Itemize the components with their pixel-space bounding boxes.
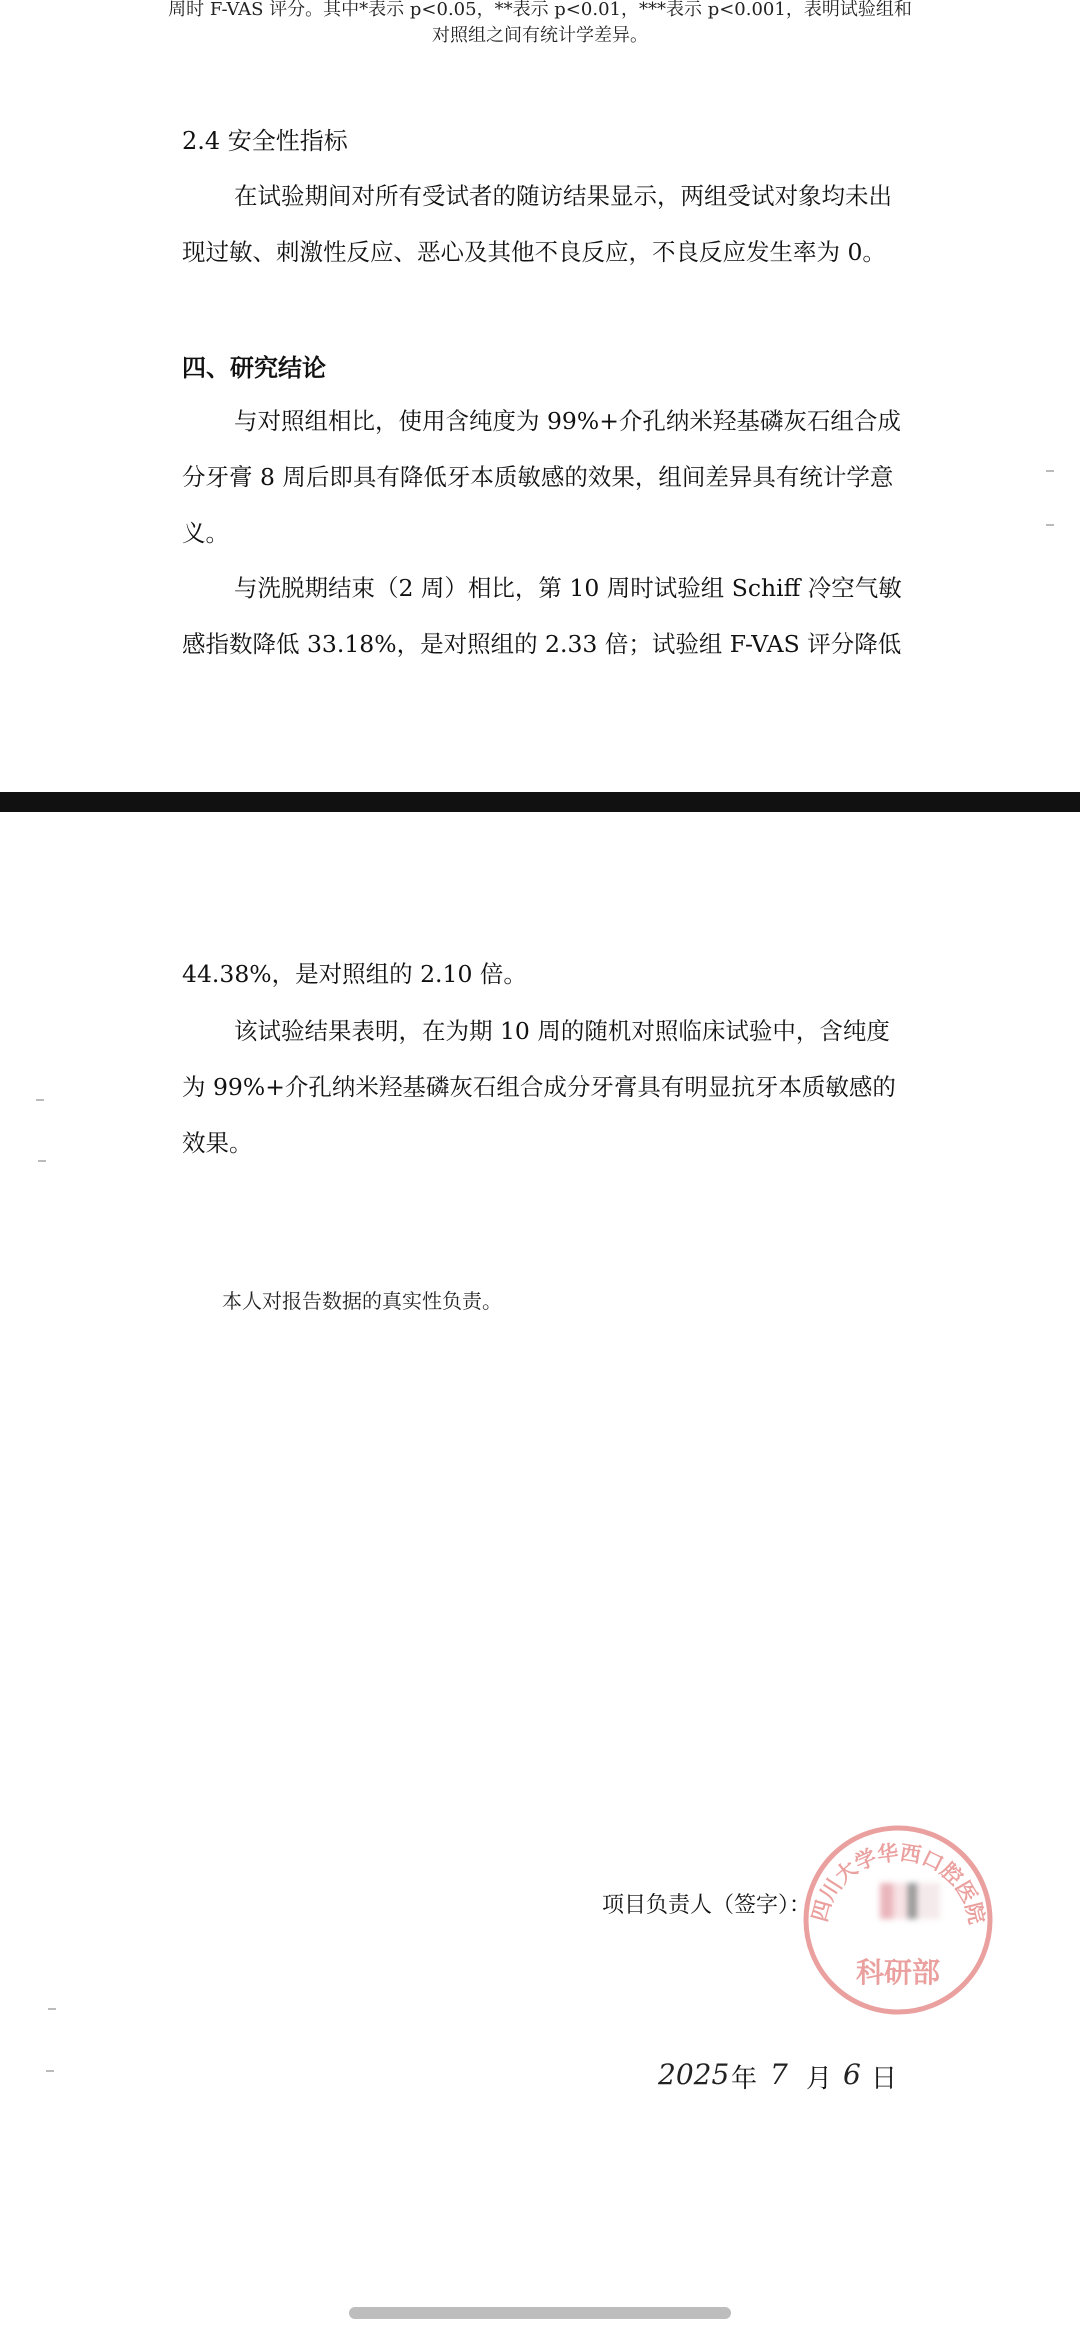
paragraph-result-line-1: 该试验结果表明，在为期 10 周的随机对照临床试验中，含纯度 — [234, 1017, 890, 1045]
scan-mark — [36, 1099, 44, 1101]
signature-label: 项目负责人（签字）： — [602, 1893, 812, 1918]
paragraph-conclusion-1-line-1: 与对照组相比，使用含纯度为 99%+介孔纳米羟基磷灰石组合成 — [234, 407, 901, 435]
scan-mark — [1046, 524, 1054, 526]
date-day-char: 日 — [871, 2064, 898, 2094]
seal-bottom-text: 科研部 — [855, 1956, 941, 1989]
paragraph-result-line-3: 效果。 — [182, 1129, 253, 1157]
scan-mark — [38, 1160, 46, 1162]
paragraph-safety-line-1: 在试验期间对所有受试者的随访结果显示，两组受试对象均未出 — [234, 182, 892, 210]
responsibility-statement: 本人对报告数据的真实性负责。 — [222, 1289, 502, 1313]
section-heading-safety: 2.4 安全性指标 — [182, 127, 348, 155]
date-year-handwritten: 2025 — [658, 2058, 730, 2091]
document-page-top — [0, 0, 1080, 792]
institution-seal — [798, 1820, 998, 2020]
figure-caption-line-2: 对照组之间有统计学差异。 — [432, 25, 648, 46]
figure-caption-line-1: 周时 F-VAS 评分。其中*表示 p<0.05，**表示 p<0.01，***表示 p<0.001，表明试验组和 — [168, 0, 912, 20]
scan-mark — [48, 2008, 56, 2010]
paragraph-conclusion-2-line-1: 与洗脱期结束（2 周）相比，第 10 周时试验组 Schiff 冷空气敏 — [234, 574, 902, 602]
section-heading-conclusion: 四、研究结论 — [182, 353, 326, 382]
paragraph-conclusion-1-line-3: 义。 — [182, 519, 229, 547]
scan-mark — [46, 2070, 54, 2072]
paragraph-conclusion-1-line-2: 分牙膏 8 周后即具有降低牙本质敏感的效果，组间差异具有统计学意 — [182, 463, 894, 491]
date-year-char: 年 — [731, 2064, 758, 2094]
page-separator — [0, 792, 1080, 812]
home-indicator[interactable] — [349, 2307, 731, 2319]
seal-arc-text: 四川大学华西口腔医院 — [807, 1840, 989, 1927]
date-month-char: 月 — [806, 2064, 833, 2094]
date-month: 7 — [770, 2058, 788, 2091]
paragraph-conclusion-2-line-2: 感指数降低 33.18%，是对照组的 2.33 倍；试验组 F-VAS 评分降低 — [182, 630, 902, 658]
paragraph-continuation: 44.38%，是对照组的 2.10 倍。 — [182, 960, 527, 988]
paragraph-result-line-2: 为 99%+介孔纳米羟基磷灰石组合成分牙膏具有明显抗牙本质敏感的 — [182, 1073, 896, 1101]
scan-mark — [1046, 470, 1054, 472]
date-day: 6 — [843, 2058, 861, 2091]
paragraph-safety-line-2: 现过敏、刺激性反应、恶心及其他不良反应，不良反应发生率为 0。 — [182, 238, 886, 266]
